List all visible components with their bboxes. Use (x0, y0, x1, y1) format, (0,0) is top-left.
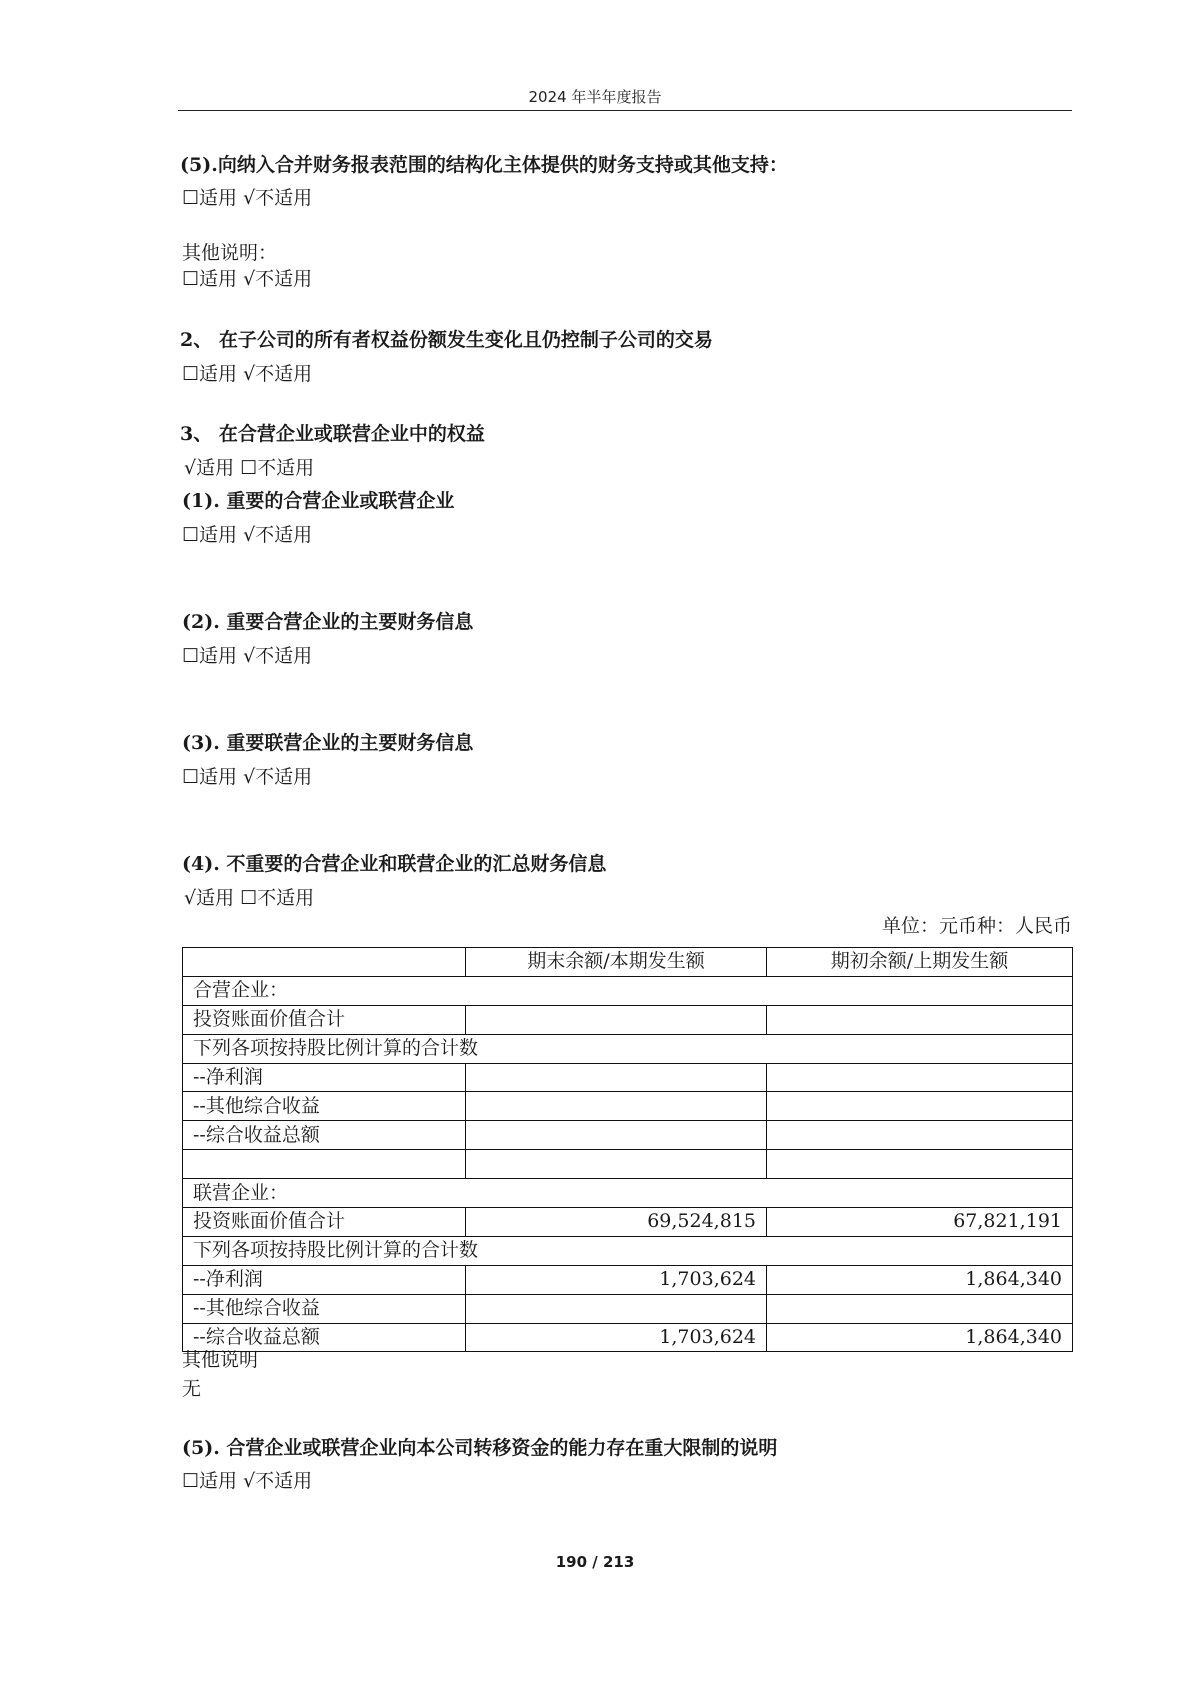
table-cell: 67,821,191 (767, 1208, 1073, 1237)
section-5-structured-entity-support-heading: (5).向纳入合并财务报表范围的结构化主体提供的财务支持或其他支持： (180, 154, 788, 176)
table-header-row (183, 948, 1073, 977)
subsection-1-important-jv-heading: (1). 重要的合营企业或联营企业 (182, 490, 455, 512)
table-cell (767, 1092, 1073, 1121)
subsection-4-unimportant-jv-associate-summary-heading: (4). 不重要的合营企业和联营企业的汇总财务信息 (182, 853, 607, 875)
applicability-checkbox-line: ☐适用 √不适用 (182, 1470, 313, 1492)
page-number: 190 / 213 (555, 1553, 635, 1571)
table-row (183, 1034, 1073, 1063)
table-row (183, 1005, 1073, 1034)
table-row-label: 投资账面价值合计 (183, 1208, 466, 1237)
table-cell (466, 1005, 767, 1034)
table-section-label: 联营企业： (183, 1179, 1073, 1208)
table-cell: 1,864,340 (767, 1323, 1073, 1352)
table-row (183, 1236, 1073, 1265)
applicability-checkbox-line: ☐适用 √不适用 (182, 363, 313, 385)
applicability-checkbox-line: √适用 ☐不适用 (184, 457, 315, 479)
table-cell (466, 1150, 767, 1179)
table-row (183, 1265, 1073, 1294)
table-row-label: --综合收益总额 (183, 1121, 466, 1150)
applicability-checkbox-line: ☐适用 √不适用 (182, 187, 313, 209)
table-section-label: 下列各项按持股比例计算的合计数 (183, 1236, 1073, 1265)
applicability-checkbox-line: ☐适用 √不适用 (182, 524, 313, 546)
table-cell (466, 1063, 767, 1092)
table-row-label: --其他综合收益 (183, 1092, 466, 1121)
table-row-label: 投资账面价值合计 (183, 1005, 466, 1034)
applicability-checkbox-line: √适用 ☐不适用 (184, 887, 315, 909)
table-row (183, 1294, 1073, 1323)
table-row-label (183, 1150, 466, 1179)
table-cell (466, 1092, 767, 1121)
table-row-label: --净利润 (183, 1265, 466, 1294)
table-cell (767, 1121, 1073, 1150)
applicability-checkbox-line: ☐适用 √不适用 (182, 645, 313, 667)
other-notes-value: 无 (182, 1378, 202, 1400)
table-header-cell (183, 948, 466, 977)
table-row (183, 976, 1073, 1005)
other-notes-label: 其他说明 (182, 1349, 259, 1371)
section-3-jv-associate-interest-heading: 3、 在合营企业或联营企业中的权益 (180, 423, 485, 445)
jv-associate-summary-table (182, 947, 1073, 1352)
table-header-cell: 期末余额/本期发生额 (466, 948, 767, 977)
table-cell (767, 1150, 1073, 1179)
table-cell (466, 1294, 767, 1323)
applicability-checkbox-line: ☐适用 √不适用 (182, 766, 313, 788)
unit-currency-label: 单位：元币种：人民币 (881, 915, 1072, 937)
table-row (183, 1150, 1073, 1179)
table-section-label: 下列各项按持股比例计算的合计数 (183, 1034, 1073, 1063)
table-row (183, 1179, 1073, 1208)
table-cell (466, 1121, 767, 1150)
table-row (183, 1121, 1073, 1150)
table-row-label: --其他综合收益 (183, 1294, 466, 1323)
table-header-cell: 期初余额/上期发生额 (767, 948, 1073, 977)
subsection-2-important-jv-financials-heading: (2). 重要合营企业的主要财务信息 (182, 611, 474, 633)
table-cell (767, 1005, 1073, 1034)
header-divider (178, 110, 1072, 111)
table-cell: 1,864,340 (767, 1265, 1073, 1294)
table-cell: 69,524,815 (466, 1208, 767, 1237)
table-cell: 1,703,624 (466, 1265, 767, 1294)
table-cell (767, 1063, 1073, 1092)
table-row (183, 1208, 1073, 1237)
section-2-subsidiary-equity-change-heading: 2、 在子公司的所有者权益份额发生变化且仍控制子公司的交易 (180, 329, 713, 351)
table-row-label: --净利润 (183, 1063, 466, 1092)
report-header-title: 2024 年半年度报告 (528, 88, 662, 106)
table-row (183, 1063, 1073, 1092)
subsection-5-fund-transfer-restriction-heading: (5). 合营企业或联营企业向本公司转移资金的能力存在重大限制的说明 (182, 1437, 778, 1459)
table-row (183, 1323, 1073, 1352)
table-cell: 1,703,624 (466, 1323, 767, 1352)
applicability-checkbox-line: ☐适用 √不适用 (182, 268, 313, 290)
subsection-3-important-associate-financials-heading: (3). 重要联营企业的主要财务信息 (182, 732, 474, 754)
other-notes-label: 其他说明： (182, 242, 278, 264)
table-section-label: 合营企业： (183, 976, 1073, 1005)
table-cell (767, 1294, 1073, 1323)
table-row (183, 1092, 1073, 1121)
table-row-label: --综合收益总额 (183, 1323, 466, 1352)
